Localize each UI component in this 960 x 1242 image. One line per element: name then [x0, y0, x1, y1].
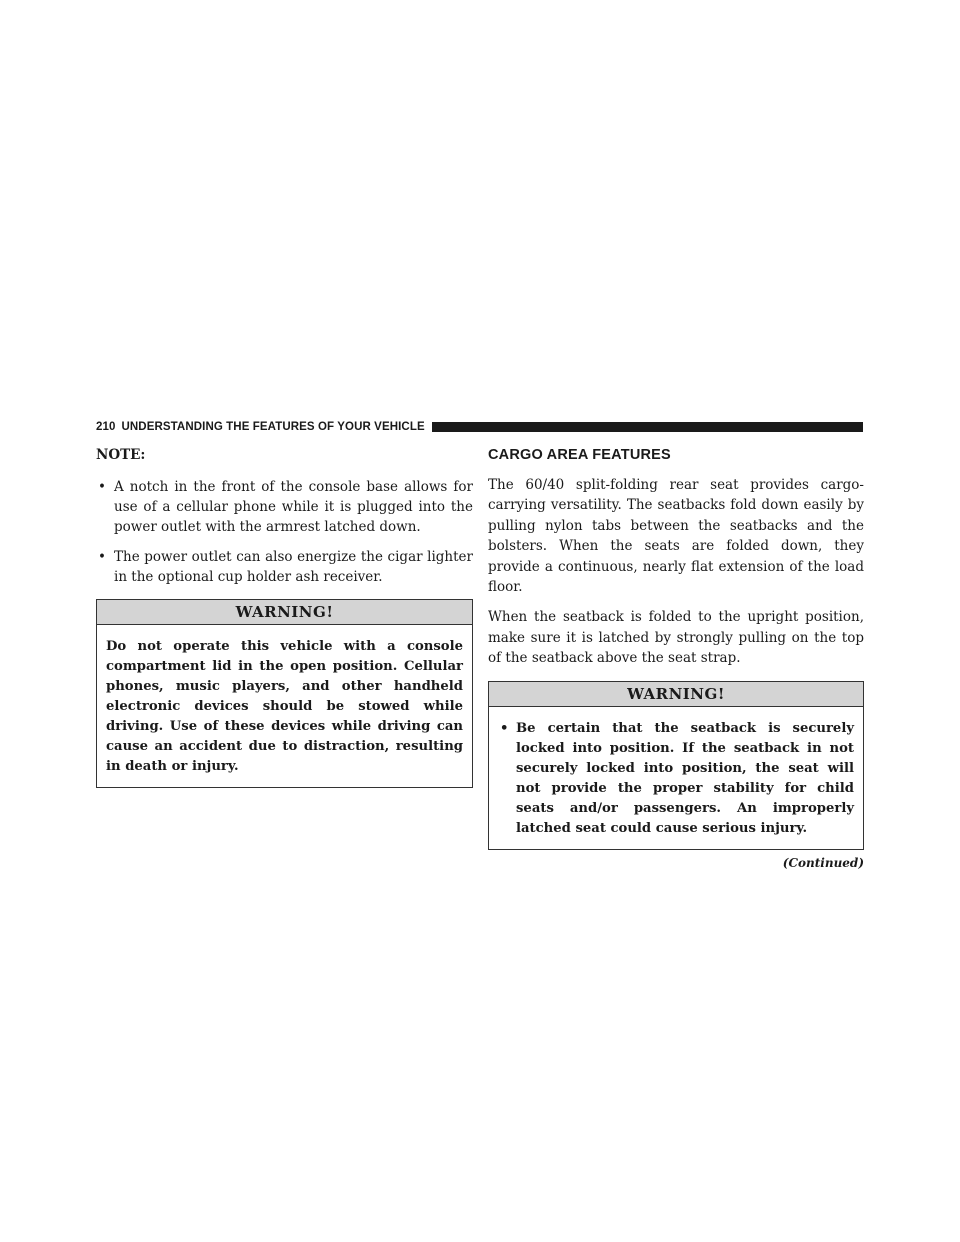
list-item-text: A notch in the front of the console base allows for use of a cellular phone while it is plugged into the power outlet with the armrest latched down.: [114, 479, 473, 535]
right-column: [488, 445, 864, 870]
warning-text: Do not operate this vehicle with a console compartment lid in the open position. Cellular phones, music players, and other handheld electronic devices should be stowed while driving. Use of these devices while driving can cause an accident due to distraction, resulting in death or injury.: [106, 639, 463, 774]
paragraph: When the seatback is folded to the upright position, make sure it is latched by strongly pulling on the top of the seatback above the seat strap.: [488, 609, 864, 667]
warning-title: WARNING!: [489, 682, 863, 707]
continued-label: (Continued): [782, 855, 864, 870]
warning-title: WARNING!: [97, 600, 472, 625]
section-title: CARGO AREA FEATURES: [488, 447, 671, 463]
list-item: [498, 719, 854, 839]
list-item-text: Be certain that the seatback is securely locked into position. If the seatback in not securely locked into position, the seat will not provide the proper stability for child seats and/or passengers. An improperly latched seat could cause serious injury.: [516, 720, 854, 836]
chapter-title: UNDERSTANDING THE FEATURES OF YOUR VEHICLE: [121, 421, 425, 433]
note-list: [96, 477, 473, 587]
bullet-icon: •: [500, 720, 509, 736]
page-header: [96, 418, 863, 436]
bullet-icon: •: [98, 479, 106, 495]
warning-box: [96, 599, 473, 788]
list-item-text: The power outlet can also energize the cigar lighter in the optional cup holder ash receiver.: [114, 549, 473, 585]
warning-list: [498, 719, 854, 839]
header-rule: [432, 422, 863, 432]
list-item: [96, 477, 473, 537]
paragraph: The 60/40 split-folding rear seat provides cargo-carrying versatility. The seatbacks fold down easily by pulling nylon tabs between the seatbacks and the bolsters. When the seats are folded down, they provide a continuous, nearly flat extension of the load floor.: [488, 477, 864, 596]
warning-box: [488, 681, 864, 850]
note-label: NOTE:: [96, 447, 146, 463]
page-number: 210: [96, 421, 116, 433]
list-item: [96, 547, 473, 587]
warning-body: [489, 707, 863, 849]
left-column: [96, 445, 473, 788]
bullet-icon: •: [98, 549, 106, 565]
